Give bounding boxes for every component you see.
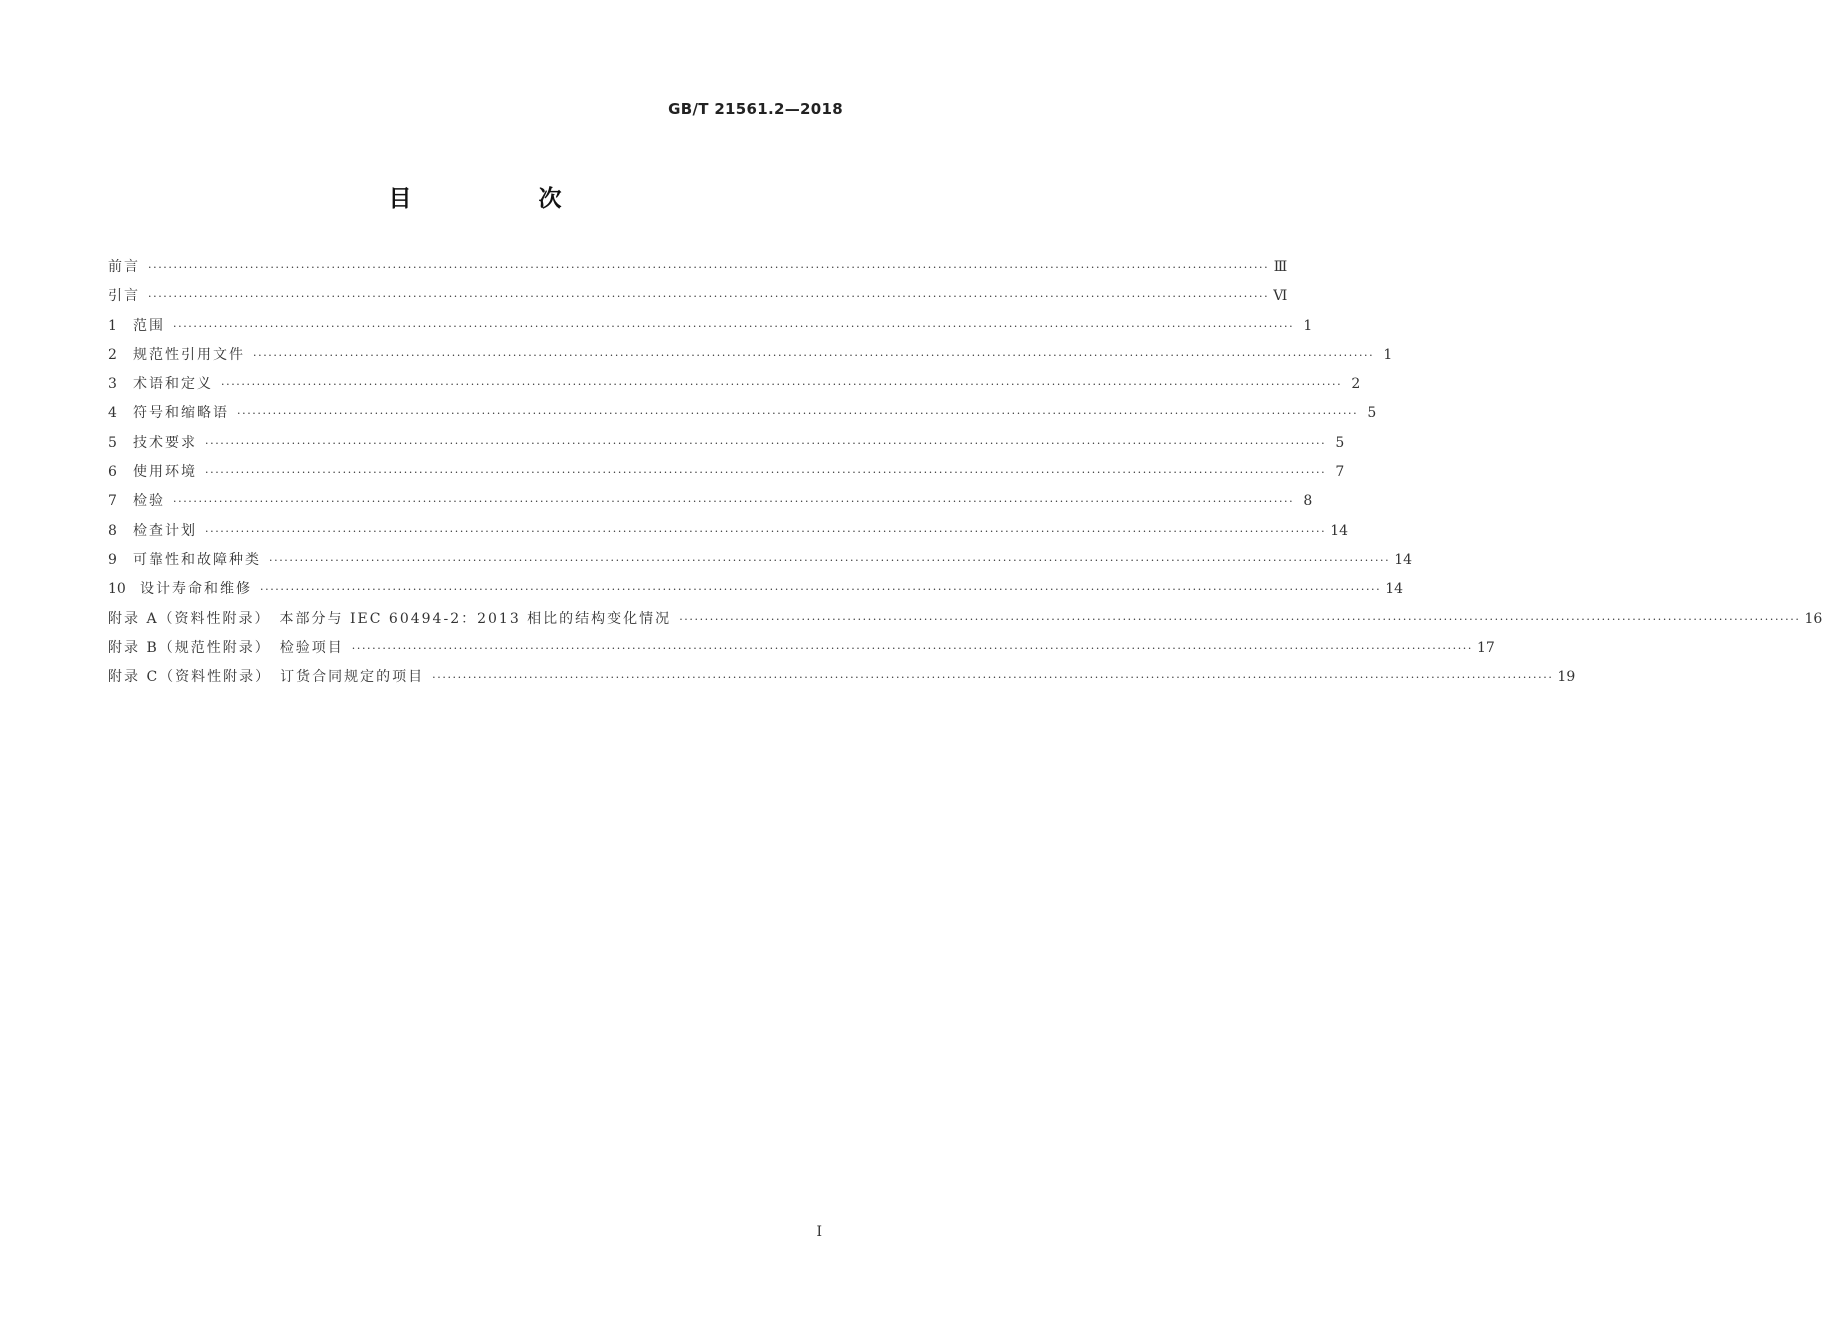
toc-entry-4[interactable] (108, 402, 1377, 431)
toc-entry-title: 设计寿命和维修 (140, 581, 252, 598)
toc-entry-number: 5 (108, 434, 117, 451)
toc-leader-dots: ···························································································································································································································· (173, 495, 1295, 509)
toc-entry-page: 14 (1385, 581, 1404, 598)
toc-entry-9[interactable] (108, 549, 1413, 578)
toc-entry-3[interactable] (108, 373, 1361, 402)
toc-entry-page: Ⅲ (1273, 259, 1288, 275)
toc-entry-page: 2 (1351, 376, 1361, 393)
toc-leader-dots: ···························································································································································································································· (205, 466, 1327, 480)
toc-entry-annex-c[interactable] (108, 666, 1576, 695)
toc-entry-title: 范围 (133, 317, 165, 334)
toc-entry-title: 附录 B（规范性附录） 检验项目 (108, 639, 344, 656)
toc-entry-introduction[interactable] (108, 285, 1288, 314)
toc-entry-page: 5 (1367, 405, 1377, 422)
toc-entry-title: 附录 A（资料性附录） 本部分与 IEC 60494-2：2013 相比的结构变化情况 (108, 610, 672, 627)
toc-entry-number: 9 (108, 551, 117, 568)
toc-entry-number: 2 (108, 346, 117, 363)
toc-leader-dots: ···························································································································································································································· (269, 553, 1391, 567)
toc-entry-6[interactable] (108, 461, 1345, 490)
toc-entry-title: 符号和缩略语 (133, 405, 229, 422)
toc-entry-title: 检验 (133, 493, 165, 510)
toc-leader-dots: ···························································································································································································································· (237, 407, 1359, 421)
toc-entry-1[interactable] (108, 315, 1313, 344)
toc-entry-page: 17 (1477, 639, 1495, 656)
toc-entry-page: 8 (1303, 493, 1313, 510)
table-of-contents (108, 256, 1822, 695)
toc-entry-title: 附录 C（资料性附录） 订货合同规定的项目 (108, 669, 425, 686)
toc-entry-annex-b[interactable] (108, 637, 1495, 666)
toc-entry-title: 可靠性和故障种类 (133, 551, 261, 568)
toc-leader-dots: ···························································································································································································································· (253, 348, 1375, 362)
toc-leader-dots: ···························································································································································································································· (432, 671, 1554, 685)
toc-entry-2[interactable] (108, 344, 1393, 373)
toc-leader-dots: ···························································································································································································································· (173, 319, 1295, 333)
toc-entry-page: 1 (1383, 346, 1393, 363)
toc-leader-dots: ···························································································································································································································· (351, 641, 1473, 655)
toc-entry-number: 7 (108, 493, 117, 510)
toc-entry-title: 规范性引用文件 (133, 346, 245, 363)
toc-leader-dots: ···························································································································································································································· (679, 612, 1801, 626)
toc-entry-8[interactable] (108, 520, 1349, 549)
toc-entry-number: 8 (108, 522, 117, 539)
toc-entry-5[interactable] (108, 432, 1345, 461)
toc-leader-dots: ···························································································································································································································· (205, 524, 1327, 538)
toc-entry-7[interactable] (108, 490, 1313, 519)
toc-leader-dots: ···························································································································································································································· (205, 436, 1327, 450)
toc-entry-number: 1 (108, 317, 117, 334)
toc-leader-dots: ···························································································································································································································· (148, 290, 1270, 304)
toc-entry-number: 10 (108, 581, 126, 598)
toc-entry-page: 5 (1335, 434, 1345, 451)
toc-leader-dots: ···························································································································································································································· (260, 583, 1382, 597)
toc-entry-title: 术语和定义 (133, 376, 213, 393)
toc-entry-number: 3 (108, 376, 117, 393)
toc-entry-page: 1 (1303, 317, 1313, 334)
toc-entry-page: 7 (1335, 464, 1345, 481)
toc-entry-foreword[interactable] (108, 256, 1288, 285)
toc-entry-title: 检查计划 (133, 522, 197, 539)
toc-leader-dots: ···························································································································································································································· (221, 378, 1343, 392)
page-number: Ⅰ (816, 1224, 822, 1240)
toc-entry-page: 19 (1557, 669, 1576, 686)
toc-entry-title: 技术要求 (133, 434, 197, 451)
toc-entry-page: 14 (1330, 522, 1349, 539)
toc-entry-page: 14 (1394, 551, 1413, 568)
toc-entry-title: 前言 (108, 259, 140, 275)
toc-entry-number: 4 (108, 405, 117, 422)
document-code: GB/T 21561.2—2018 (668, 100, 843, 118)
toc-entry-page: 16 (1804, 610, 1822, 627)
toc-leader-dots: ···························································································································································································································· (148, 261, 1270, 274)
page-title: 目 次 (388, 186, 614, 212)
toc-entry-number: 6 (108, 464, 117, 481)
toc-entry-title: 使用环境 (133, 464, 197, 481)
toc-entry-10[interactable] (108, 578, 1404, 607)
toc-entry-title: 引言 (108, 288, 140, 305)
toc-entry-page: Ⅵ (1273, 288, 1288, 305)
toc-entry-annex-a[interactable] (108, 608, 1822, 637)
